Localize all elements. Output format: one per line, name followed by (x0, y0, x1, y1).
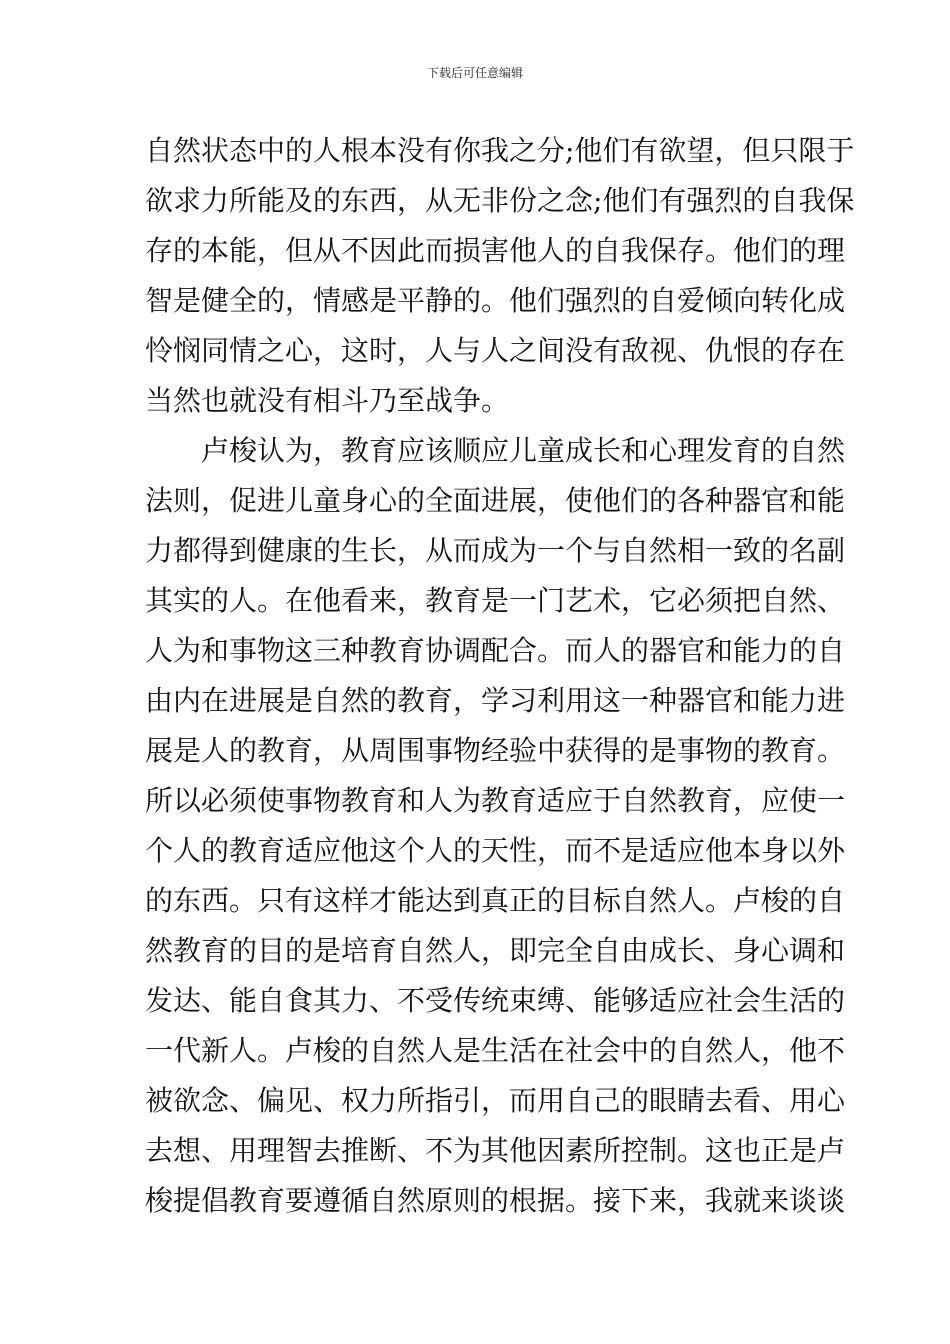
text-line: 然教育的目的是培育自然人，即完全自由成长、身心调和 (145, 934, 846, 967)
text-line: 自然状态中的人根本没有你我之分;他们有欲望，但只限于 (145, 134, 855, 167)
paragraph-2 (145, 426, 846, 1226)
text-line: 存的本能，但从不因此而损害他人的自我保存。他们的理 (145, 234, 846, 267)
text-line: 展是人的教育，从周围事物经验中获得的是事物的教育。 (145, 734, 846, 767)
text-line: 智是健全的，情感是平静的。他们强烈的自爱倾向转化成 (145, 284, 846, 317)
text-line: 卢梭认为，教育应该顺应儿童成长和心理发育的自然 (145, 434, 846, 467)
text-line: 所以必须使事物教育和人为教育适应于自然教育，应使一 (145, 784, 846, 817)
text-line: 怜悯同情之心，这时，人与人之间没有敌视、仇恨的存在 (145, 334, 846, 367)
page-header: 下载后可任意编辑 (426, 66, 523, 80)
text-line: 去想、用理智去推断、不为其他因素所控制。这也正是卢 (145, 1134, 846, 1167)
document-body (145, 126, 855, 1226)
text-line: 力都得到健康的生长，从而成为一个与自然相一致的名副 (145, 534, 846, 567)
text-line: 发达、能自食其力、不受传统束缚、能够适应社会生活的 (145, 984, 846, 1017)
paragraph-1 (145, 126, 855, 426)
text-line: 一代新人。卢梭的自然人是生活在社会中的自然人，他不 (145, 1034, 846, 1067)
text-line: 当然也就没有相斗乃至战争。 (145, 384, 510, 417)
text-line: 由内在进展是自然的教育，学习利用这一种器官和能力进 (145, 684, 846, 717)
text-line: 法则，促进儿童身心的全面进展，使他们的各种器官和能 (145, 484, 846, 517)
text-line: 的东西。只有这样才能达到真正的目标自然人。卢梭的自 (145, 884, 846, 917)
text-line: 人为和事物这三种教育协调配合。而人的器官和能力的自 (145, 634, 846, 667)
text-line: 被欲念、偏见、权力所指引，而用自己的眼睛去看、用心 (145, 1084, 846, 1117)
text-line: 梭提倡教育要遵循自然原则的根据。接下来，我就来谈谈 (145, 1184, 846, 1217)
text-line: 其实的人。在他看来，教育是一门艺术，它必须把自然、 (145, 584, 846, 617)
text-line: 欲求力所能及的东西，从无非份之念;他们有强烈的自我保 (145, 184, 855, 217)
text-line: 个人的教育适应他这个人的天性，而不是适应他本身以外 (145, 834, 846, 867)
